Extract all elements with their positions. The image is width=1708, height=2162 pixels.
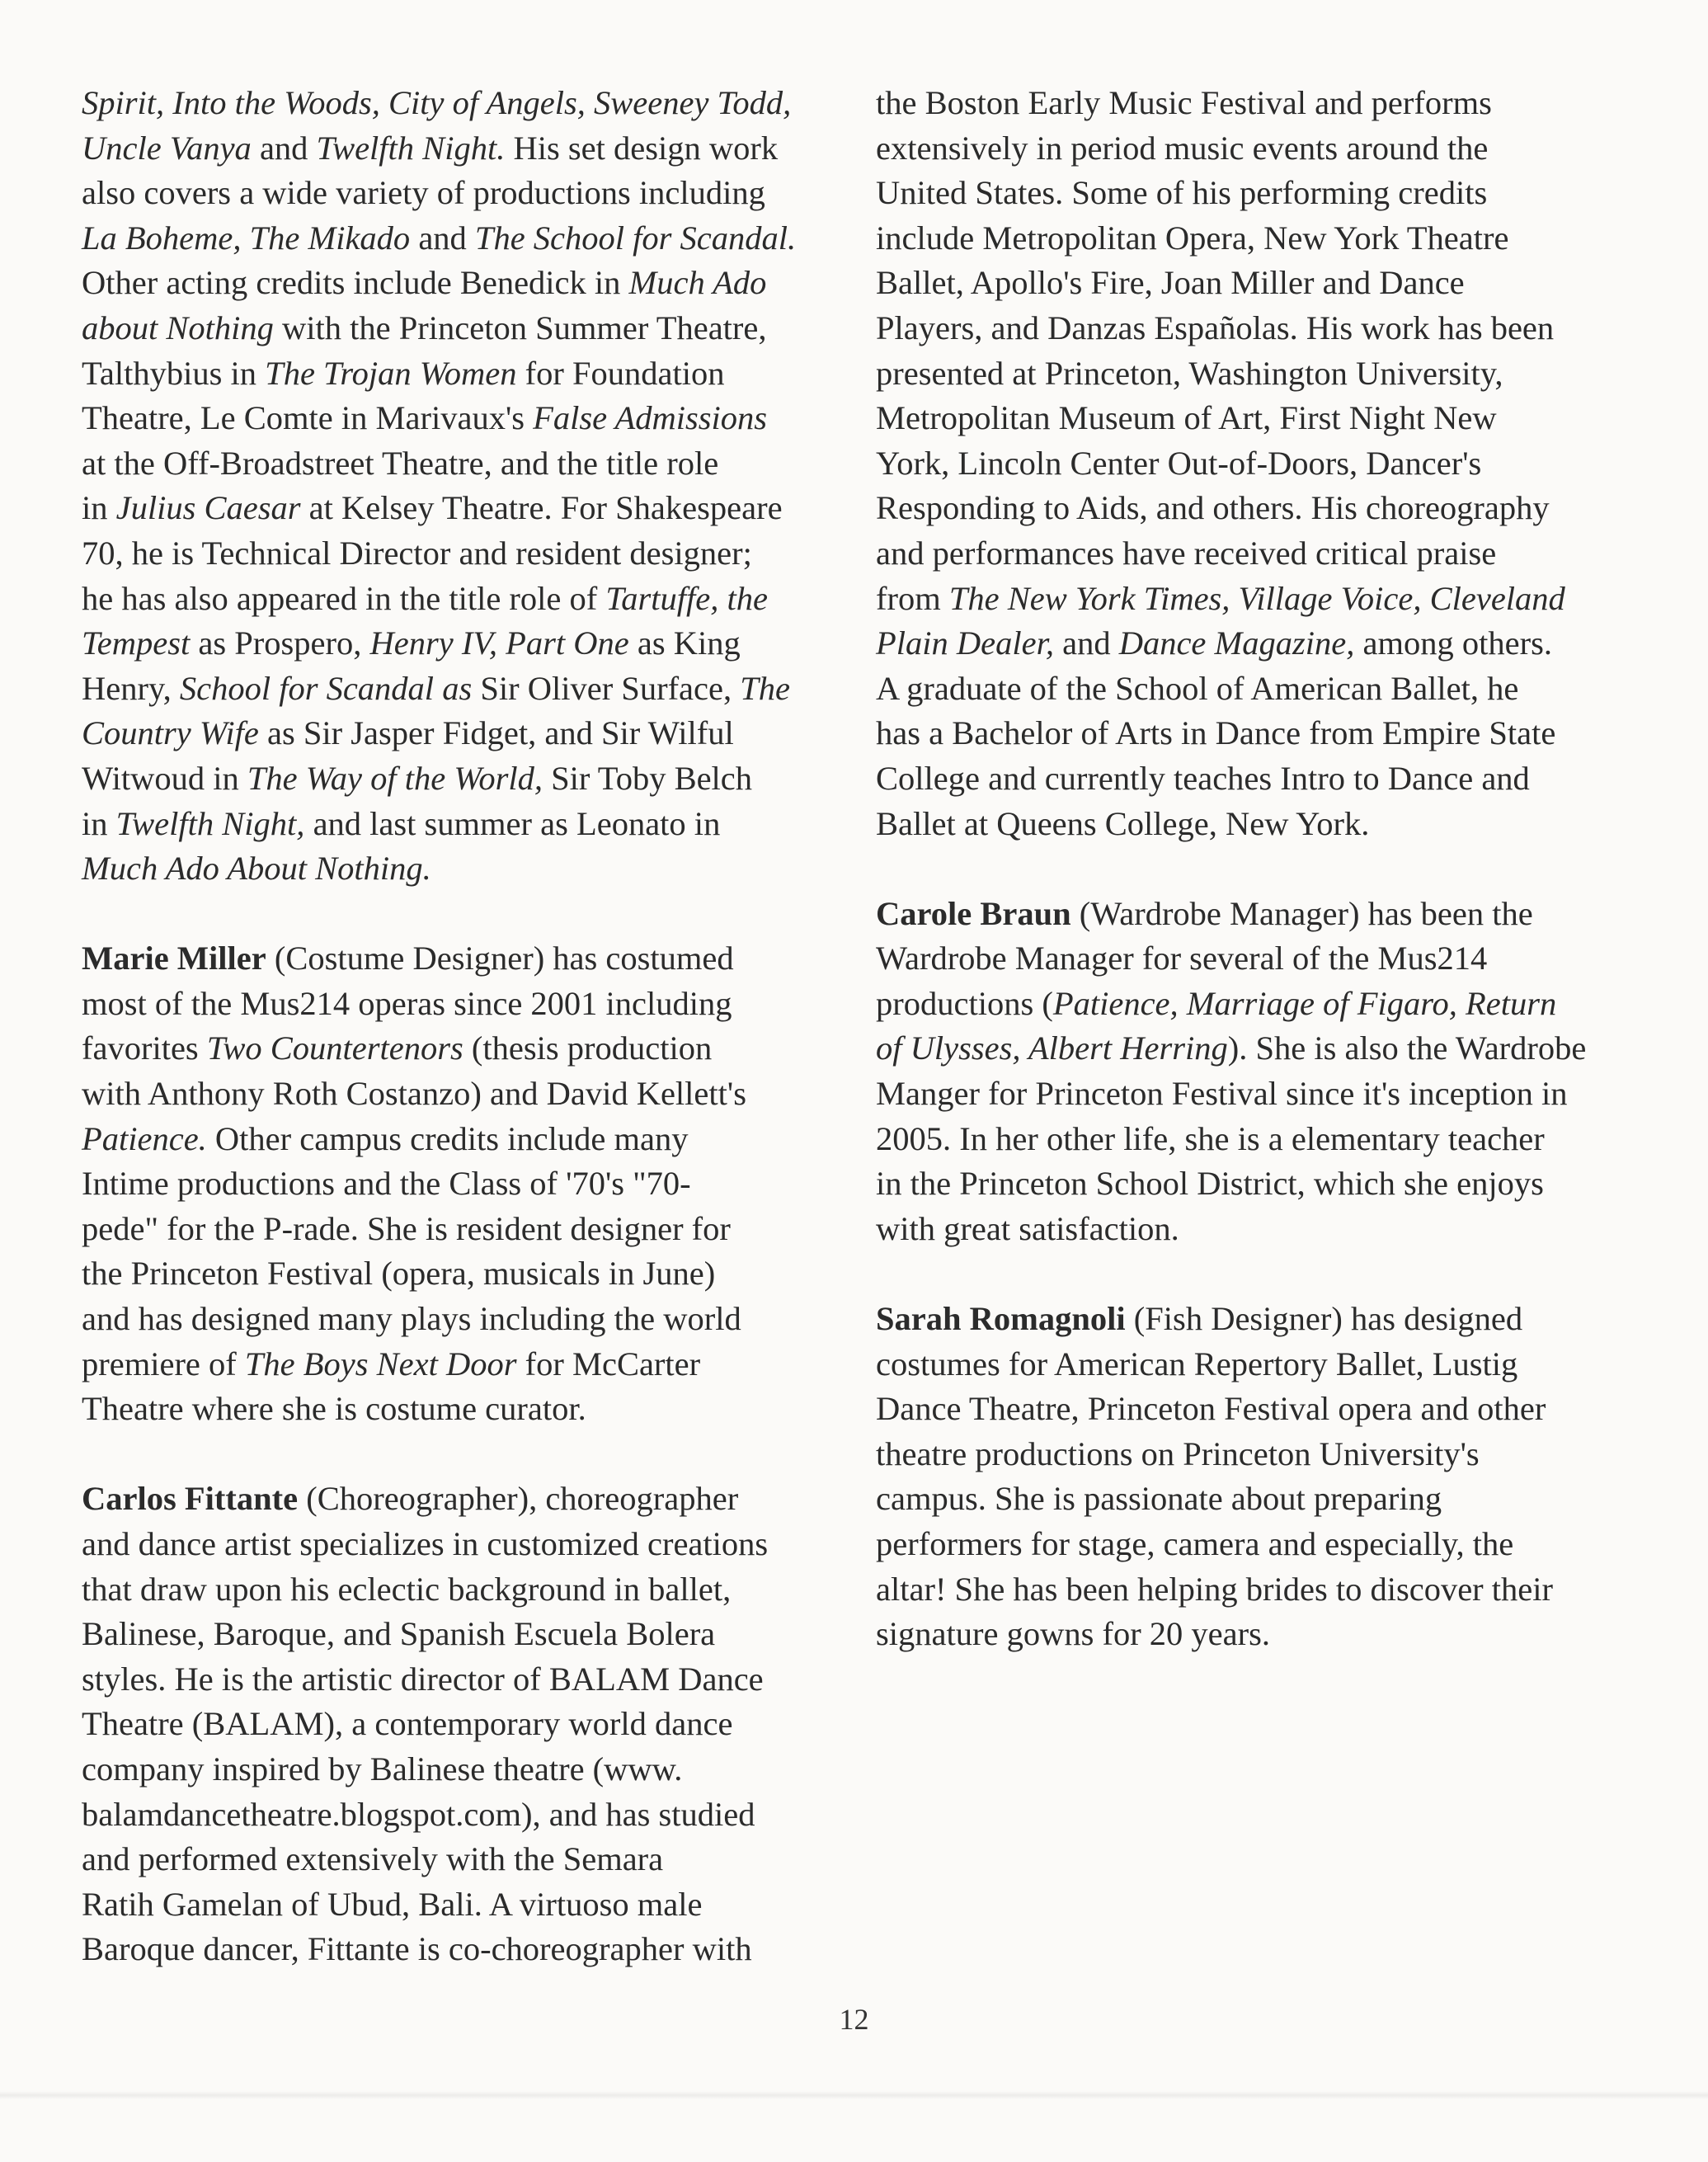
text-line: productions (Patience, Marriage of Figaro, Return (876, 984, 1557, 1022)
text-line: he has also appeared in the title role of Tartuffe, the (82, 579, 768, 617)
text-line: Other acting credits include Benedick in Much Ado (82, 264, 767, 302)
text-line: company inspired by Balinese theatre (www. (82, 1750, 683, 1788)
bio-name: Carlos Fittante (82, 1480, 299, 1518)
text-line: in the Princeton School District, which she enjoys (876, 1165, 1544, 1203)
bio-name: Carole Braun (876, 894, 1071, 932)
text-line: that draw upon his eclectic background in ballet, (82, 1570, 732, 1608)
text-line: Ratih Gamelan of Ubud, Bali. A virtuoso male (82, 1885, 703, 1923)
text-line: Talthybius in The Trojan Women for Foundation (82, 354, 725, 392)
text-line: and performed extensively with the Semara (82, 1840, 664, 1878)
text-line: 70, he is Technical Director and resident designer; (82, 534, 752, 572)
text-line: Spirit, Into the Woods, City of Angels, Sweeney Todd, (82, 84, 792, 121)
text-line: Intime productions and the Class of '70's "70- (82, 1165, 691, 1203)
text-line: altar! She has been helping brides to discover their (876, 1570, 1553, 1608)
text-line: in Julius Caesar at Kelsey Theatre. For Shakespeare (82, 489, 783, 527)
bio-name: Sarah Romagnoli (876, 1300, 1126, 1338)
text-line: presented at Princeton, Washington University, (876, 354, 1503, 392)
text-line: York, Lincoln Center Out-of-Doors, Dancer's (876, 444, 1482, 482)
text-line: La Boheme, The Mikado and The School for Scandal. (82, 219, 797, 257)
text-line: Theatre, Le Comte in Marivaux's False Admissions (82, 399, 768, 437)
text-line: Manger for Princeton Festival since it's inception in (876, 1075, 1568, 1113)
bio-name: Marie Miller (82, 940, 266, 977)
text-line: premiere of The Boys Next Door for McCarter (82, 1345, 701, 1382)
text-line: Metropolitan Museum of Art, First Night New (876, 399, 1497, 437)
text-line: with great satisfaction. (876, 1209, 1179, 1247)
bio-continuation (876, 81, 1651, 846)
text-line: extensively in period music events around the (876, 129, 1489, 167)
text-line: College and currently teaches Intro to Dance and (876, 759, 1530, 797)
bio-continuation (82, 81, 840, 892)
text-line: Ballet at Queens College, New York. (876, 804, 1370, 842)
text-line: include Metropolitan Opera, New York Theatre (876, 219, 1509, 257)
text-line: campus. She is passionate about preparing (876, 1480, 1442, 1518)
text-line: Much Ado About Nothing. (82, 850, 431, 888)
text-line: Dance Theatre, Princeton Festival opera and other (876, 1390, 1546, 1428)
page-number: 12 (839, 2003, 869, 2036)
left-column (82, 81, 840, 2018)
text-line: of Ulysses, Albert Herring). She is also the Wardrobe (876, 1029, 1587, 1067)
text-line: Henry, School for Scandal as Sir Oliver Surface, The (82, 669, 790, 707)
text-line: pede" for the P-rade. She is resident designer for (82, 1209, 731, 1247)
text-line: also covers a wide variety of productions including (82, 174, 765, 212)
text-line: Marie Miller (Costume Designer) has costumed (82, 940, 734, 977)
text-line: Players, and Danzas Españolas. His work has been (876, 309, 1555, 346)
bio-marie-miller (82, 936, 840, 1432)
text-line: Theatre where she is costume curator. (82, 1390, 586, 1428)
text-line: Witwoud in The Way of the World, Sir Toby Belch (82, 759, 753, 797)
text-line: theatre productions on Princeton University's (876, 1434, 1480, 1472)
text-line: Sarah Romagnoli (Fish Designer) has designed (876, 1300, 1523, 1338)
text-line: Balinese, Baroque, and Spanish Escuela Bolera (82, 1615, 716, 1653)
text-line: Carole Braun (Wardrobe Manager) has been the (876, 894, 1533, 932)
text-line: Theatre (BALAM), a contemporary world dance (82, 1705, 733, 1743)
right-column (876, 81, 1651, 1702)
text-line: has a Bachelor of Arts in Dance from Empire State (876, 714, 1556, 752)
text-line: and dance artist specializes in customized creations (82, 1525, 769, 1562)
text-line: Baroque dancer, Fittante is co-choreographer with (82, 1930, 752, 1968)
text-line: styles. He is the artistic director of BALAM Dance (82, 1660, 764, 1698)
text-line: at the Off-Broadstreet Theatre, and the title role (82, 444, 719, 482)
text-line: with Anthony Roth Costanzo) and David Kellett's (82, 1075, 746, 1113)
text-line: Plain Dealer, and Dance Magazine, among others. (876, 624, 1552, 662)
text-line: signature gowns for 20 years. (876, 1615, 1271, 1653)
left-bios (82, 936, 840, 1972)
text-line: 2005. In her other life, she is a elementary teacher (876, 1119, 1545, 1157)
text-line: costumes for American Repertory Ballet, Lustig (876, 1345, 1518, 1382)
text-line: and performances have received critical praise (876, 534, 1497, 572)
text-line: United States. Some of his performing credits (876, 174, 1488, 212)
text-line: Patience. Other campus credits include many (82, 1119, 689, 1157)
text-line: most of the Mus214 operas since 2001 including (82, 984, 732, 1022)
text-line: in Twelfth Night, and last summer as Leonato in (82, 804, 721, 842)
page-edge-shadow (0, 2091, 1708, 2099)
text-line: and has designed many plays including the world (82, 1300, 741, 1338)
text-line: Responding to Aids, and others. His choreography (876, 489, 1550, 527)
bio-carlos-fittante (82, 1477, 840, 1972)
bio-carole-braun (876, 892, 1651, 1252)
text-line: Wardrobe Manager for several of the Mus214 (876, 940, 1488, 977)
text-line: balamdancetheatre.blogspot.com), and has studied (82, 1795, 755, 1833)
text-line: favorites Two Countertenors (thesis production (82, 1029, 713, 1067)
right-bios (876, 892, 1651, 1657)
text-line: A graduate of the School of American Ballet, he (876, 669, 1519, 707)
text-line: Ballet, Apollo's Fire, Joan Miller and Dance (876, 264, 1465, 302)
text-line: performers for stage, camera and especially, the (876, 1525, 1514, 1562)
text-line: from The New York Times, Village Voice, Cleveland (876, 579, 1565, 617)
text-line: Carlos Fittante (Choreographer), choreographer (82, 1480, 739, 1518)
bio-sarah-romagnoli (876, 1297, 1651, 1657)
text-line: the Princeton Festival (opera, musicals in June) (82, 1255, 716, 1293)
text-line: Uncle Vanya and Twelfth Night. His set design work (82, 129, 779, 167)
text-line: about Nothing with the Princeton Summer Theatre, (82, 309, 767, 346)
text-line: the Boston Early Music Festival and performs (876, 84, 1492, 121)
text-line: Tempest as Prospero, Henry IV, Part One as King (82, 624, 741, 662)
text-line: Country Wife as Sir Jasper Fidget, and Sir Wilful (82, 714, 734, 752)
